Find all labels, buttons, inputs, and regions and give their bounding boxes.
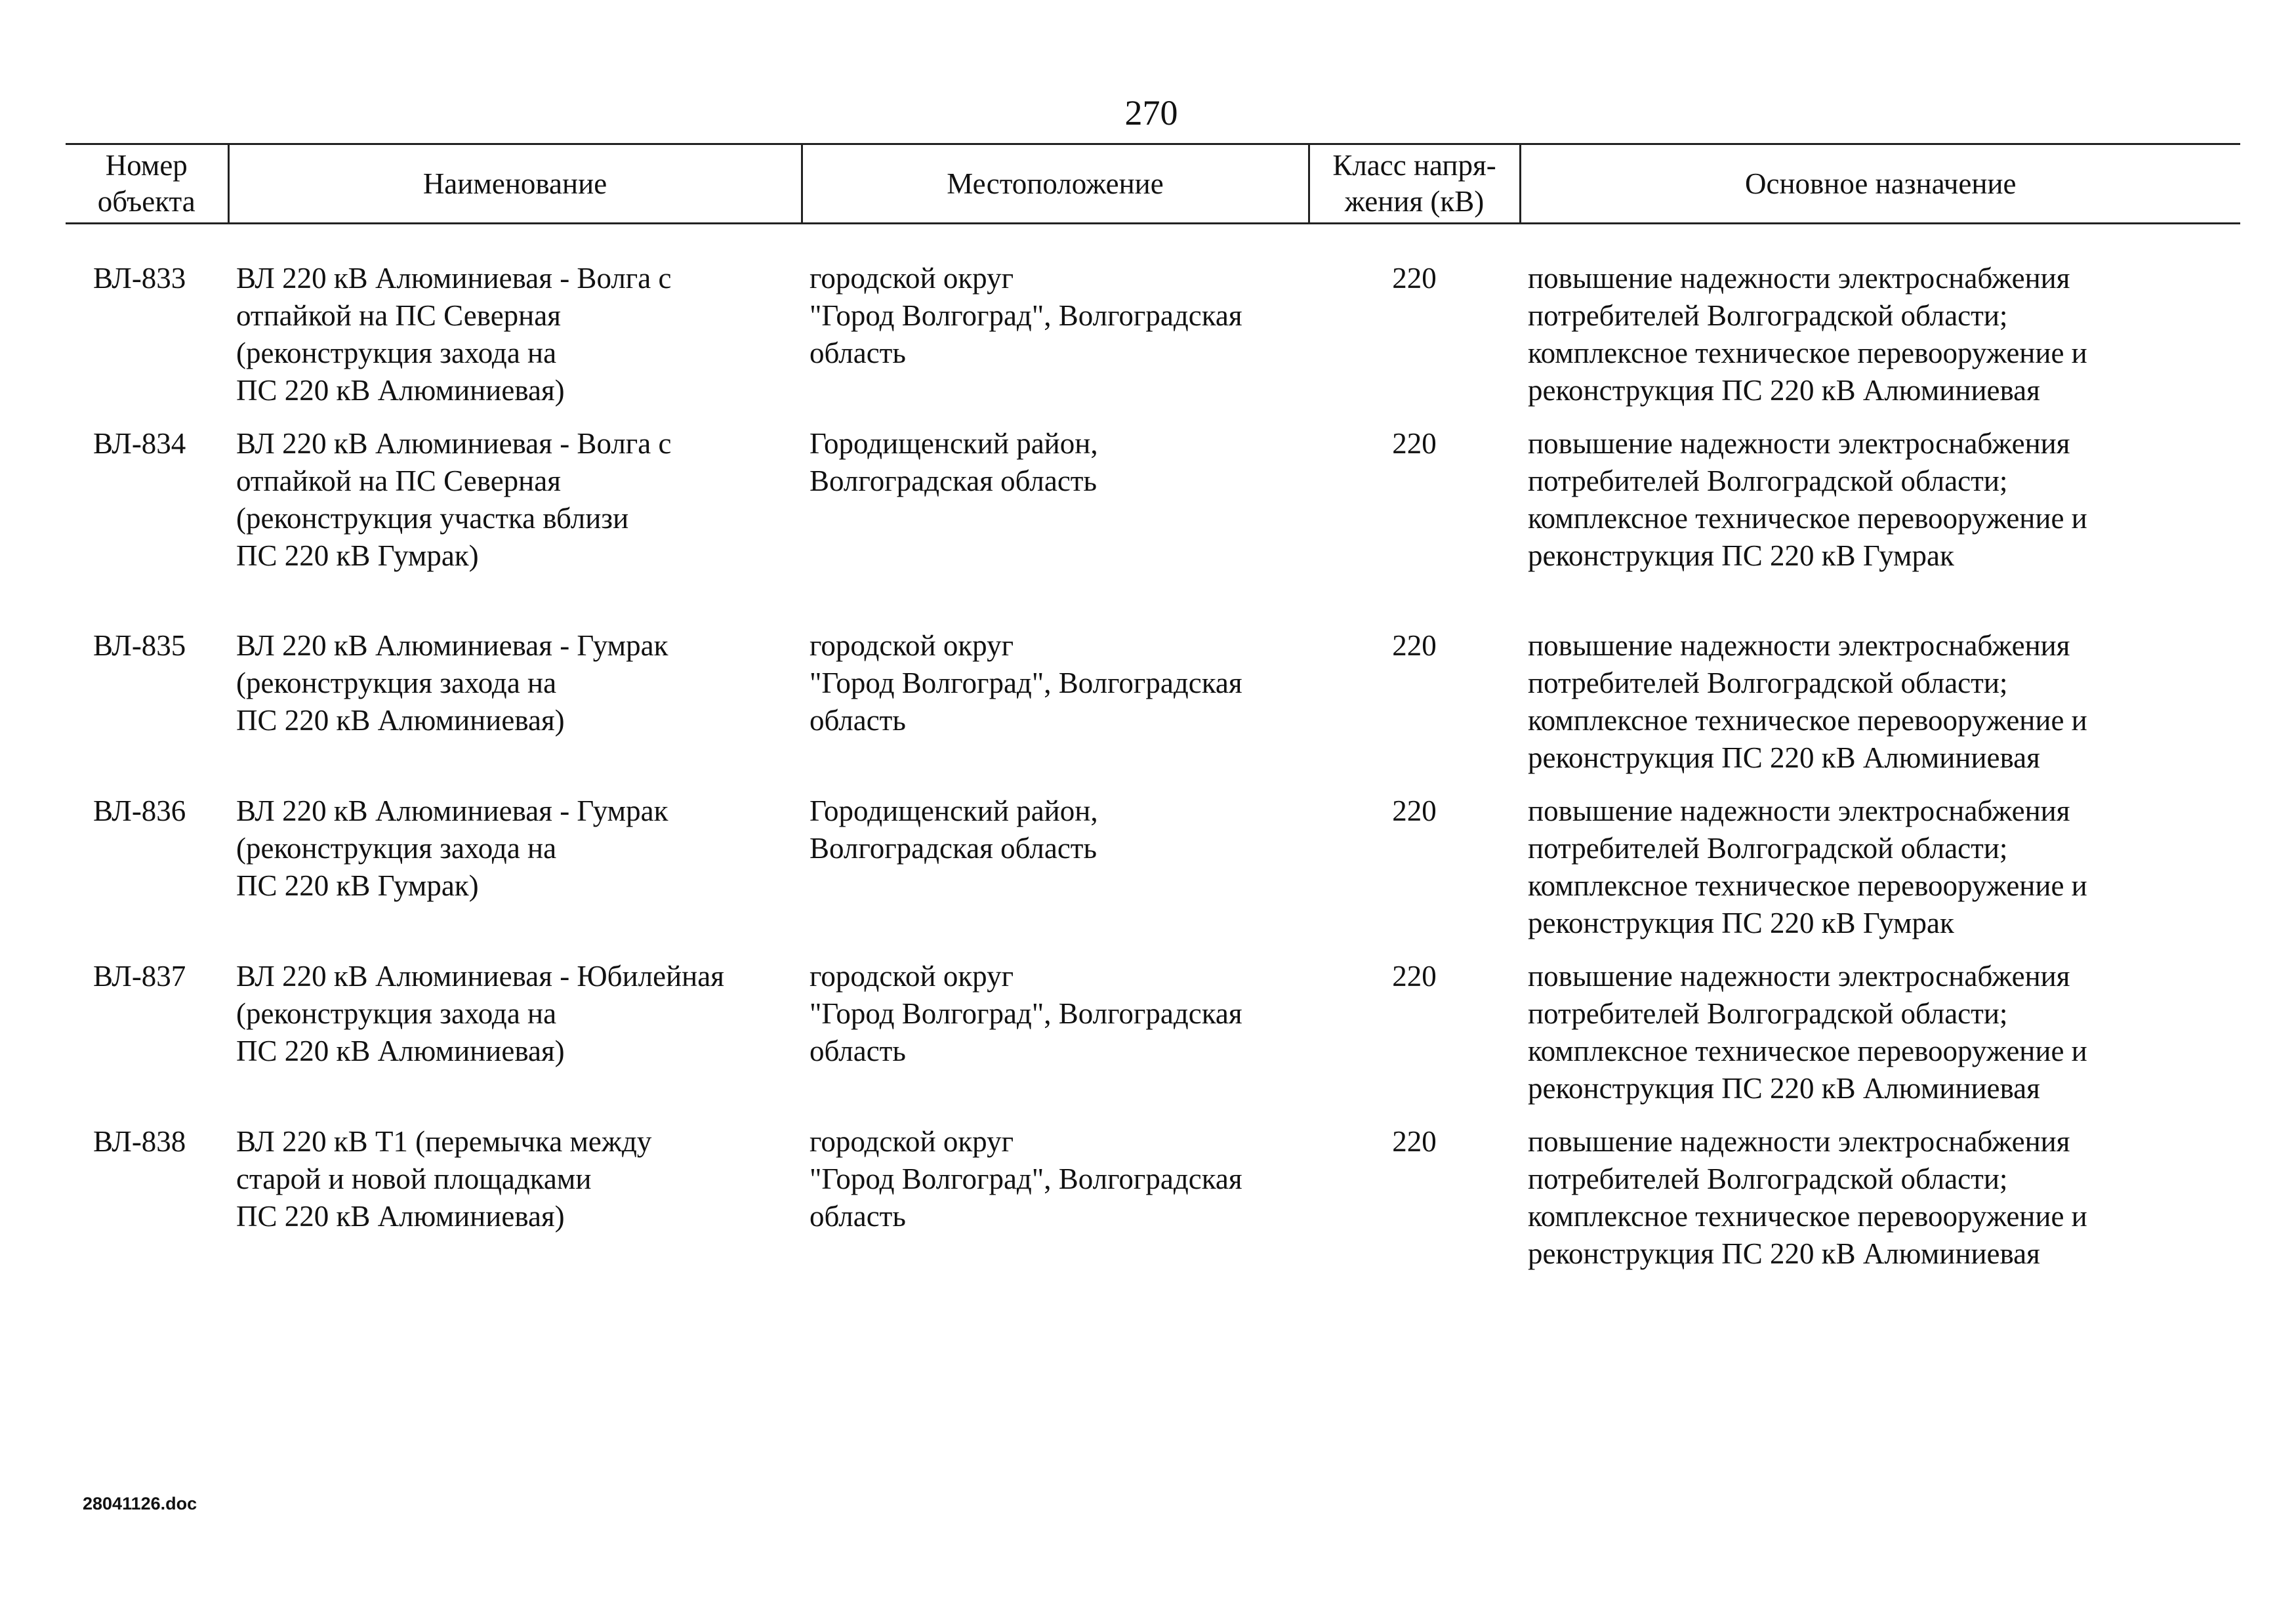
header-name-label: Наименование (422, 167, 607, 200)
object-number-cell: ВЛ-836 (93, 794, 186, 827)
table-body (66, 224, 2240, 1289)
table-row (66, 1123, 2240, 1288)
footer-file-name: 28041126.doc (83, 1494, 197, 1513)
object-name-cell: ВЛ 220 кВ Алюминиевая - Гумрак (реконструкция захода на ПС 220 кВ Гумрак) (236, 794, 668, 902)
object-voltage-cell: 220 (1392, 427, 1437, 460)
object-number-cell: ВЛ-835 (93, 629, 186, 662)
header-location-label: Местоположение (947, 167, 1164, 200)
table-header (66, 144, 2240, 224)
object-voltage-cell: 220 (1392, 262, 1437, 295)
header-name (228, 144, 802, 224)
header-purpose-label: Основное назначение (1745, 167, 2017, 200)
object-name-cell: ВЛ 220 кВ Алюминиевая - Гумрак (реконструкция захода на ПС 220 кВ Алюминиевая) (236, 629, 668, 737)
object-purpose-cell: повышение надежности электроснабжения потребителей Волгоградской области; комплексное техническое перевооружение и реконструкция ПС 220 кВ Алюминиевая (1528, 262, 2087, 407)
object-location-cell: городской округ "Город Волгоград", Волгоградская область (810, 629, 1242, 737)
object-location-cell: Городищенский район, Волгоградская область (810, 794, 1098, 865)
object-number-cell: ВЛ-837 (93, 960, 186, 993)
object-purpose-cell: повышение надежности электроснабжения потребителей Волгоградской области; комплексное техническое перевооружение и реконструкция ПС 220 кВ Алюминиевая (1528, 629, 2087, 774)
object-voltage-cell: 220 (1392, 794, 1437, 827)
objects-table (66, 143, 2240, 1288)
table-row (66, 958, 2240, 1123)
header-location (802, 144, 1309, 224)
header-object-number-label: Номер объекта (97, 149, 195, 218)
object-number-cell: ВЛ-833 (93, 262, 186, 295)
object-name-cell: ВЛ 220 кВ Алюминиевая - Волга с отпайкой на ПС Северная (реконструкция захода на ПС 220 кВ Алюминиевая) (236, 262, 672, 407)
table-row (66, 425, 2240, 627)
object-number-cell: ВЛ-838 (93, 1125, 186, 1158)
table-row (66, 627, 2240, 792)
object-location-cell: городской округ "Город Волгоград", Волгоградская область (810, 262, 1242, 369)
table-row (66, 792, 2240, 958)
page-number: 270 (1124, 93, 1178, 133)
object-location-cell: городской округ "Город Волгоград", Волгоградская область (810, 1125, 1242, 1233)
object-purpose-cell: повышение надежности электроснабжения потребителей Волгоградской области; комплексное техническое перевооружение и реконструкция ПС 220 кВ Алюминиевая (1528, 1125, 2087, 1270)
object-name-cell: ВЛ 220 кВ Алюминиевая - Волга с отпайкой на ПС Северная (реконструкция участка вблизи ПС 220 кВ Гумрак) (236, 427, 672, 572)
object-purpose-cell: повышение надежности электроснабжения потребителей Волгоградской области; комплексное техническое перевооружение и реконструкция ПС 220 кВ Алюминиевая (1528, 960, 2087, 1105)
object-name-cell: ВЛ 220 кВ Т1 (перемычка между старой и новой площадками ПС 220 кВ Алюминиевая) (236, 1125, 652, 1233)
header-voltage-class (1309, 144, 1520, 224)
object-voltage-cell: 220 (1392, 960, 1437, 993)
header-purpose (1520, 144, 2240, 224)
table-row (66, 260, 2240, 425)
object-number-cell: ВЛ-834 (93, 427, 186, 460)
table-spacer (66, 224, 2240, 260)
object-voltage-cell: 220 (1392, 629, 1437, 662)
object-location-cell: городской округ "Город Волгоград", Волгоградская область (810, 960, 1242, 1067)
object-voltage-cell: 220 (1392, 1125, 1437, 1158)
object-name-cell: ВЛ 220 кВ Алюминиевая - Юбилейная (реконструкция захода на ПС 220 кВ Алюминиевая) (236, 960, 724, 1067)
object-purpose-cell: повышение надежности электроснабжения потребителей Волгоградской области; комплексное техническое перевооружение и реконструкция ПС 220 кВ Гумрак (1528, 794, 2087, 939)
header-voltage-class-label: Класс напря- жения (кВ) (1332, 149, 1496, 218)
object-purpose-cell: повышение надежности электроснабжения потребителей Волгоградской области; комплексное техническое перевооружение и реконструкция ПС 220 кВ Гумрак (1528, 427, 2087, 572)
object-location-cell: Городищенский район, Волгоградская область (810, 427, 1098, 497)
header-object-number (66, 144, 228, 224)
